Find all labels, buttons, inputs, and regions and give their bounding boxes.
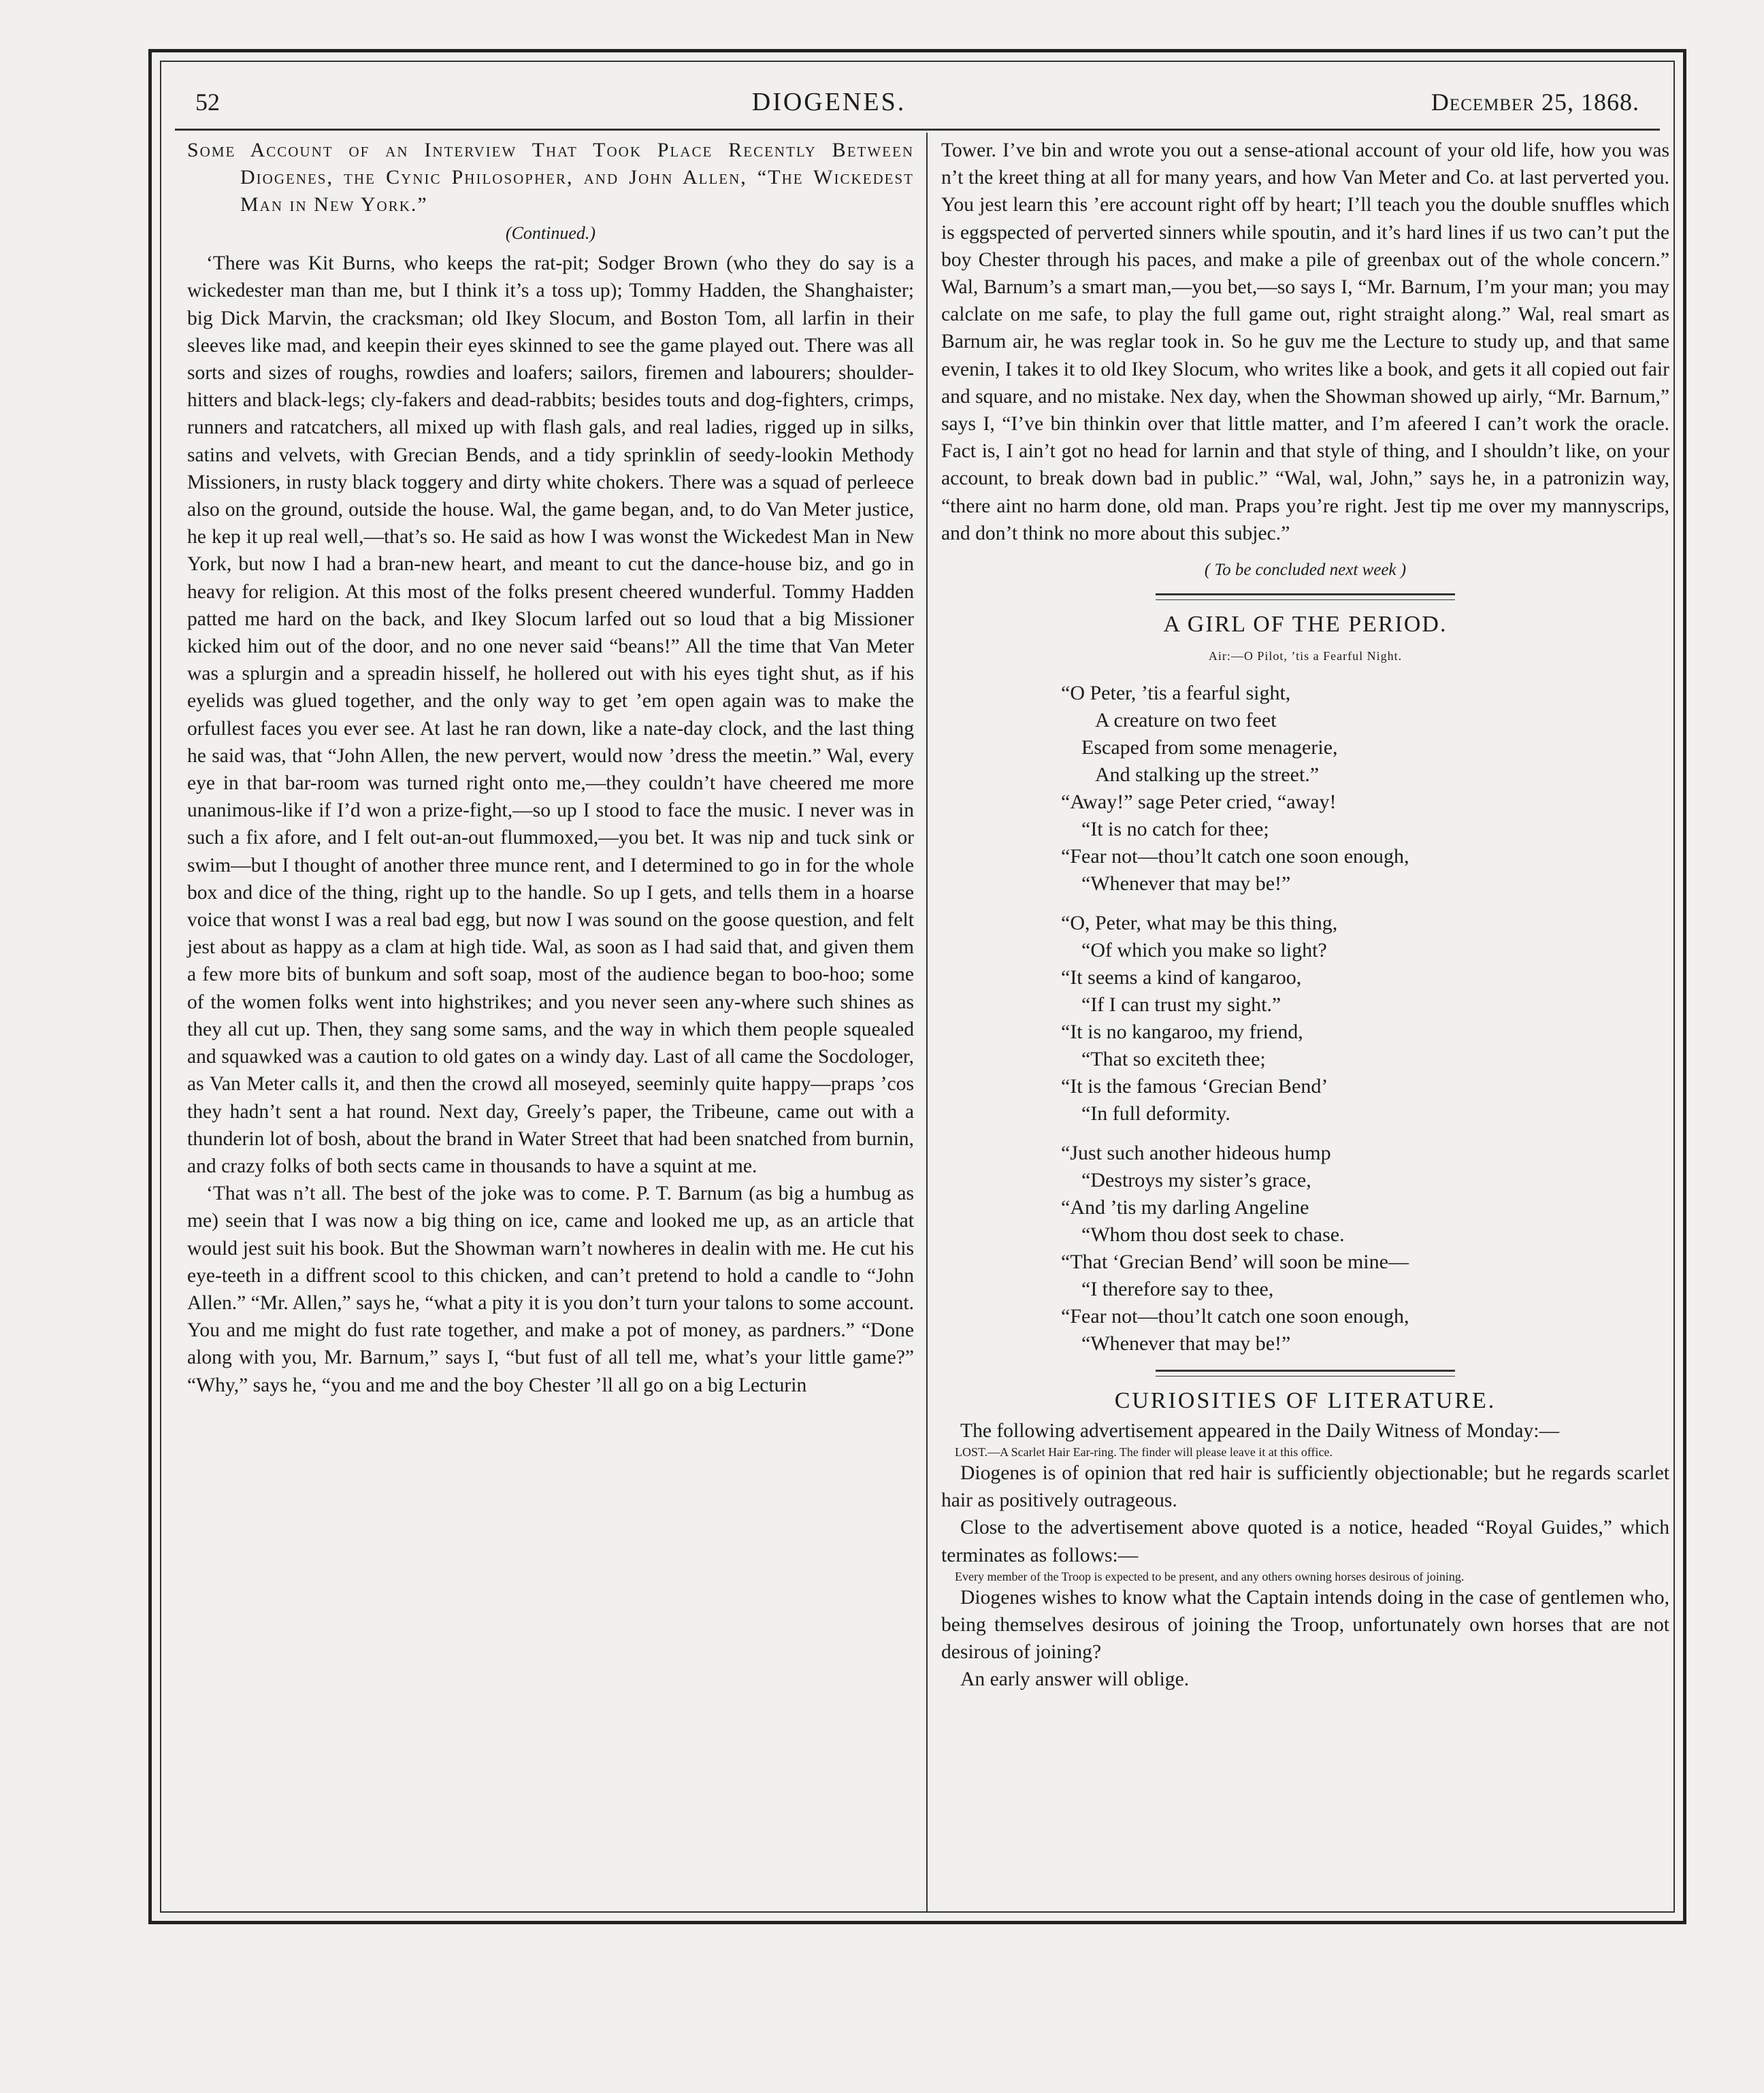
- poem-line: “Fear not—thou’lt catch one soon enough,: [1061, 844, 1409, 868]
- poem-line: “I therefore say to thee,: [1081, 1277, 1274, 1300]
- poem-line: “That so exciteth thee;: [1081, 1047, 1266, 1070]
- poem-line: “Whenever that may be!”: [1081, 872, 1291, 895]
- poem-line: “Of which you make so light?: [1081, 938, 1327, 961]
- curiosities-paragraph: The following advertisement appeared in the Daily Witness of Monday:—: [960, 1419, 1560, 1442]
- poem-line: A creature on two feet: [1095, 708, 1277, 731]
- poem-stanza-2: [941, 910, 1669, 1127]
- poem-line: And stalking up the street.”: [1095, 763, 1320, 786]
- poem-line: “It seems a kind of kangaroo,: [1061, 966, 1302, 989]
- poem-line: “O Peter, ’tis a fearful sight,: [1061, 681, 1291, 704]
- poem-line: “Just such another hideous hump: [1061, 1141, 1331, 1164]
- poem-line: “In full deformity.: [1081, 1102, 1230, 1125]
- poem-line: “Away!” sage Peter cried, “away!: [1061, 790, 1337, 813]
- to-be-concluded-note: ( To be concluded next week ): [1204, 561, 1407, 580]
- poem-line: “If I can trust my sight.”: [1081, 993, 1281, 1016]
- poem-line: “Fear not—thou’lt catch one soon enough,: [1061, 1304, 1409, 1328]
- article-paragraph: ‘There was Kit Burns, who keeps the rat-pit; Sodger Brown (who they do say is a wickedester man than me, but I think it’s a toss up); Tommy Hadden, the Shanghaister; big Dick Marvin, the cracksman; old Ikey Slocum, and Boston Tom, all larfin in their sleeves like mad, and keepin their eyes skinned to see the game played out. There was all sorts and sizes of roughs, rowdies and loafers; sailors, firemen and labourers; shoulder-hitters and black-legs; cly-fakers and dead-rabbits; besides touts and dog-fighters, crimps, runners and ratcatchers, all mixed up with flash gals, and real ladies, rigged up in silks, satins and velvets, with Grecian Bends, and a tidy sprinklin of seedy-lookin Methody Missioners, in rusty black toggery and dirty white chokers. There was a squad of perleece also on the ground, outside the house. Wal, the game began, and, to do Van Meter justice, he kep it up real well,—that’s so. He said as how I was wonst the Wickedest Man in New York, but now I had a bran-new heart, and meant to cut the dance-house biz, and go in heavy for religion. At this most of the folks present cheered wunderful. Tommy Hadden patted me hard on the back, and Ikey Slocum larfed out so loud that a big Missioner kicked him out of the door, and no one never said “beans!” All the time that Van Meter was a splurgin and a spreadin hisself, he hollered out with his eyes tight shut, as if his eyelids was glued together, and the only way to get ’em open again was to make the orfullest faces you ever see. At last he ran down, like a nate-day clock, and the last thing he said was, that “John Allen, the new pervert, would now ’dress the meetin.” Wal, every eye in that bar-room was turned right onto me,—they couldn’t have cheered me more unanimous-like if I’d won a prize-fight,—so up I stood to face the music. I never was in such a fix afore, and I felt out-an-out flummoxed,—you bet. It was nip and tuck sink or swim—but I thought of another three munce rent, and I determined to go in for the whole box and dice of the thing, right up to the handle. So up I gets, and tells them in a hoarse voice that wonst I was a real bad egg, but now I was sound on the goose question, and felt jest about as happy as a clam at high tide. Wal, as soon as I had said that, and given them a few more bits of bunkum and soft soap, most of the audience began to boo-hoo; some of the women folks went into highstrikes; and you never seen any-where such shines as they all cut up. Then, they sang some sams, and the way in which them people squealed and squawked was a caution to old gates on a windy day. Last of all came the Socdologer, as Van Meter calls it, and then the crowd all moseyed, seeminly quite happy—praps ’cos they hadn’t sent a hat round. Next day, Greely’s paper, the Tribeune, came out with a thunderin lot of bosh, about the brand in Water Street that had been snatched from burnin, and crazy folks of both sects came in thousands to have a squint at me.: [187, 252, 914, 1177]
- poem-line: “It is the famous ‘Grecian Bend’: [1061, 1074, 1328, 1098]
- curiosities-paragraph: Diogenes wishes to know what the Captain intends doing in the case of gentlemen who, being themselves desirous of joining the Troop, unfortunately own horses that are not desirous of joining?: [941, 1586, 1669, 1664]
- publication-title: DIOGENES.: [751, 88, 906, 116]
- page-number: 52: [195, 88, 220, 116]
- poem-line: Escaped from some menagerie,: [1081, 736, 1338, 759]
- curiosities-paragraph: Close to the advertisement above quoted is a notice, headed “Royal Guides,” which terminates as follows:—: [941, 1517, 1669, 1566]
- quoted-advertisement: LOST.—A Scarlet Hair Ear-ring. The finder will please leave it at this office.: [955, 1445, 1333, 1460]
- poem-line: “It is no kangaroo, my friend,: [1061, 1020, 1303, 1043]
- poem-title: A GIRL OF THE PERIOD.: [1163, 612, 1448, 638]
- poem-line: “Destroys my sister’s grace,: [1081, 1168, 1311, 1191]
- section-title: CURIOSITIES OF LITERATURE.: [1114, 1387, 1497, 1413]
- article-paragraph-continued: Tower. I’ve bin and wrote you out a sense-ational account of your old life, how you was n’t the kreet thing at all for many years, and how Van Meter and Co. at last perverted you. You jest learn this ’ere account right off by heart; I’ll teach you the double snuffles which is eggspected of perverted sinners while spoutin, and it’s hard lines if us two can’t put the boy Chester through his paces, and make a pile of greenbax out of the whole concern.” Wal, Barnum’s a smart man,—you bet,—so says I, “Mr. Barnum, I’m your man; you may calclate on me safe, to play the full game out, right straight along.” Wal, real smart as Barnum air, he was reglar took in. So he guv me the Lecture to study up, and that same evenin, I takes it to old Ikey Slocum, who writes like a book, and gets it all copied out fair and square, and no mistake. Nex day, when the Showman showed up airly, “Mr. Barnum,” says I, “I’ve bin thinkin over that little matter, and I’m afeered I can’t work the oracle. Fact is, I ain’t got no head for larnin and that style of thing, and I shouldn’t like, on your account, to break down bad in public.” “Wal, wal, John,” says he, in a patronizin way, “there aint no harm done, old man. Praps you’re right. Jest tip me over my mannyscrips, and don’t think no more about this subjec.”: [941, 139, 1669, 544]
- poem-air-line: Air:—O Pilot, ’tis a Fearful Night.: [1208, 649, 1403, 663]
- section-divider: [1156, 1370, 1455, 1377]
- column-divider: [926, 133, 928, 1913]
- continued-note: (Continued.): [505, 223, 596, 243]
- poem-line: “O, Peter, what may be this thing,: [1061, 911, 1338, 934]
- poem-stanza-1: [941, 680, 1669, 897]
- issue-date: December 25, 1868.: [1431, 88, 1639, 116]
- left-column: [187, 137, 914, 1399]
- right-column: [941, 137, 1669, 1694]
- poem-line: “It is no catch for thee;: [1081, 817, 1269, 840]
- page-header: [175, 76, 1660, 131]
- poem-line: “Whom thou dost seek to chase.: [1081, 1223, 1345, 1246]
- poem-line: “That ‘Grecian Bend’ will soon be mine—: [1061, 1250, 1409, 1273]
- page-inner-border: [160, 61, 1675, 1913]
- poem-stanza-3: [941, 1140, 1669, 1357]
- section-divider: [1156, 593, 1455, 600]
- curiosities-paragraph: Diogenes is of opinion that red hair is sufficiently objectionable; but he regards scarlet hair as positively outrageous.: [941, 1462, 1669, 1512]
- quoted-notice: Every member of the Troop is expected to be present, and any others owning horses desirous of joining.: [955, 1569, 1465, 1583]
- poem-line: “And ’tis my darling Angeline: [1061, 1196, 1309, 1219]
- poem-line: “Whenever that may be!”: [1081, 1332, 1291, 1355]
- page-border: [148, 49, 1686, 1924]
- article-paragraph: ‘That was n’t all. The best of the joke was to come. P. T. Barnum (as big a humbug as me) seein that I was now a big thing on ice, came and looked me up, as an article that would jest suit his book. But the Showman warn’t nowheres in dealin with me. He cut his eye-teeth in a diffrent scool to this chicken, and can’t pretend to hold a candle to “John Allen.” “Mr. Allen,” says he, “what a pity it is you don’t turn your talons to some account. You and me might do fust rate together, and make a pot of money, as pardners.” “Done along with you, Mr. Barnum,” says I, “but fust of all tell me, what’s your little game?” “Why,” says he, “you and me and the boy Chester ’ll all go on a big Lecturin: [187, 1183, 914, 1396]
- curiosities-paragraph: An early answer will oblige.: [960, 1668, 1190, 1691]
- article-heading: Some Account of an Interview That Took Place Recently Between Diogenes, the Cynic Philosopher, and John Allen, “The Wickedest Man in New York.”: [187, 139, 914, 216]
